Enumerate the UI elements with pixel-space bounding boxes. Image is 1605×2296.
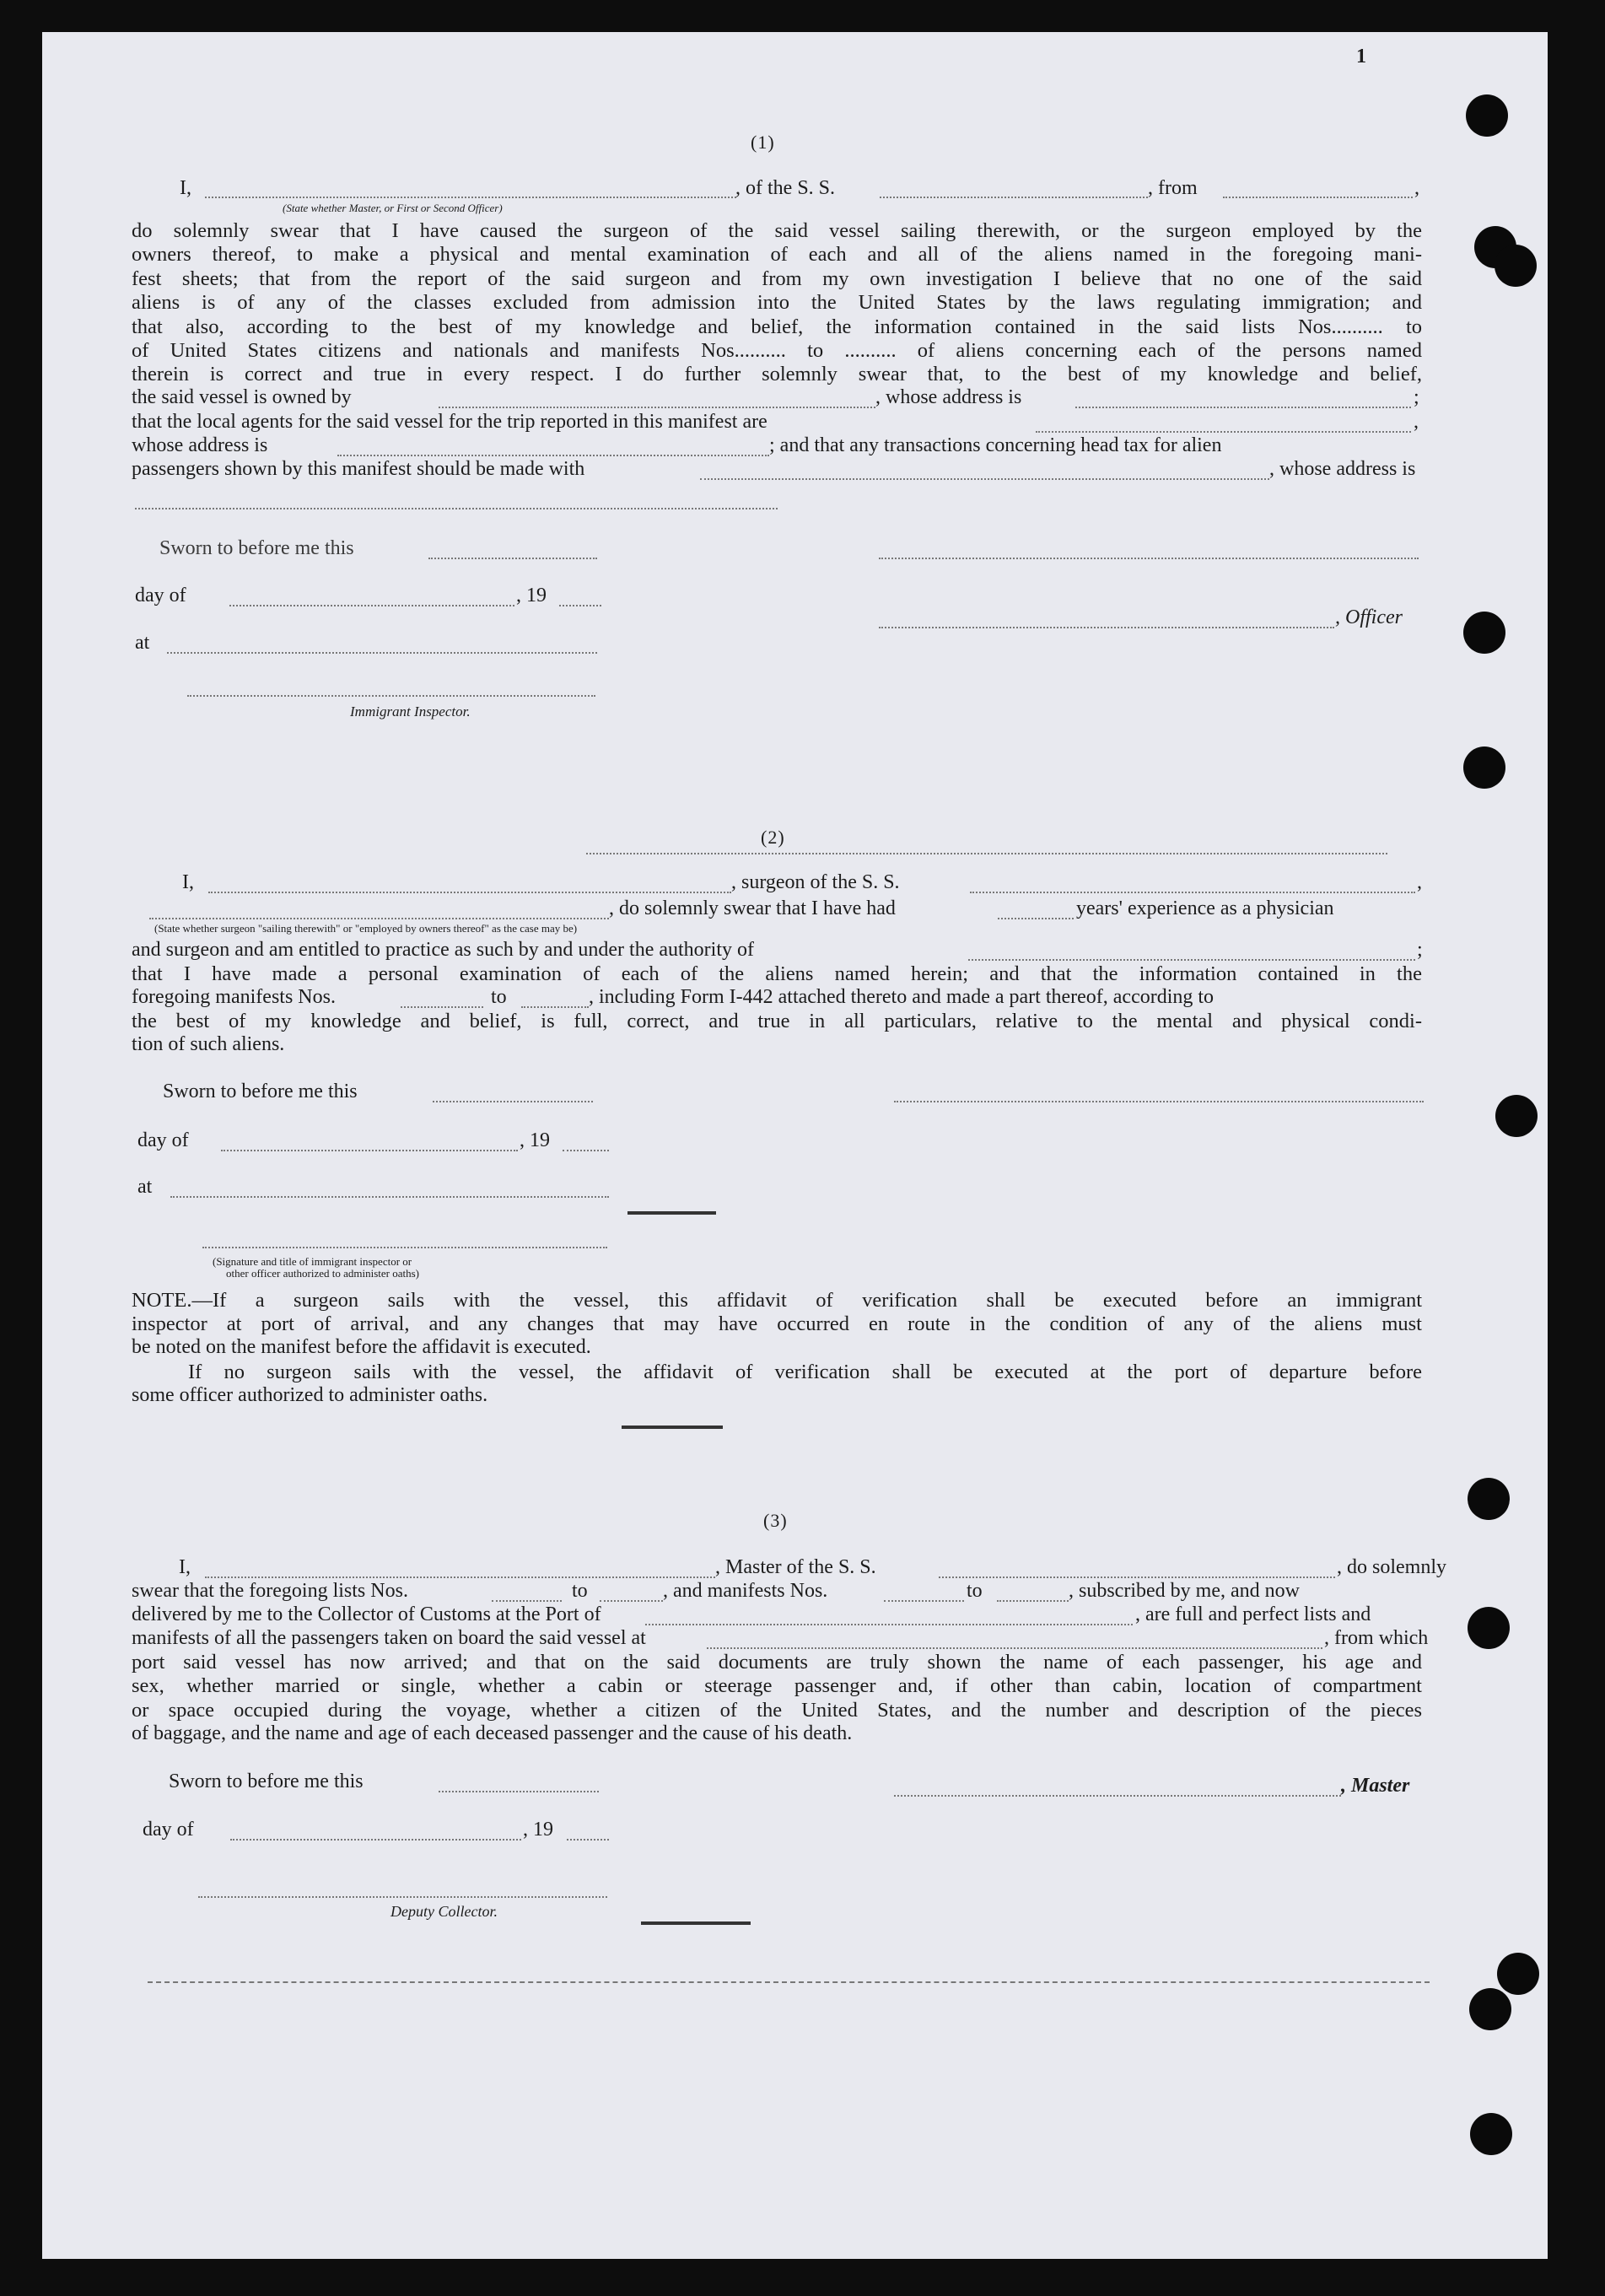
punch-hole [1497,1953,1539,1995]
s1-i-label: I, [180,177,191,199]
punch-hole [1466,94,1508,137]
s2-years-field[interactable] [998,918,1074,919]
s2-note-line-5: some officer authorized to administer oaths. [132,1384,488,1406]
s3-list-from-field[interactable] [492,1600,562,1602]
s1-head-tax-with-label: passengers shown by this manifest should be made with [132,458,585,480]
s2-years-label: years' experience as a physician [1076,897,1334,919]
s3-master-of-ss-label: , Master of the S. S. [715,1556,876,1578]
s2-month-field[interactable] [221,1150,518,1151]
s2-top-rule [586,853,1387,854]
s3-departure-port-field[interactable] [707,1647,1322,1649]
s3-manifests-label: , and manifests Nos. [663,1580,828,1602]
s3-master-signature-field[interactable] [894,1795,1341,1797]
s2-oath-line-2: that I have made a personal examination of each of the aliens named herein; and that the information contained in the [132,962,1422,985]
s3-from-which-label: , from which [1324,1627,1429,1649]
s2-sworn-label: Sworn to before me this [163,1081,358,1102]
s1-head-tax-address-field[interactable] [135,508,778,509]
s1-officer-rank-field[interactable] [205,197,736,198]
s1-from-port-field[interactable] [1223,197,1413,198]
s1-from-label: , from [1148,177,1198,199]
punch-hole [1495,245,1537,287]
s1-comma: , [1414,177,1419,199]
s1-rank-hint: (State whether Master, or First or Second Officer) [283,202,503,214]
s2-sailing-status-hint: (State whether surgeon "sailing therewith" or "employed by owners thereof" as the case may be) [154,922,578,935]
s3-oath-line-4: port said vessel has now arrived; and that on the said documents are truly shown the name of each passenger, his age and [132,1651,1422,1673]
s2-note-line-3: be noted on the manifest before the affidavit is executed. [132,1336,591,1358]
s1-at-label: at [135,632,150,654]
s3-board-label: manifests of all the passengers taken on board the said vessel at [132,1627,646,1649]
punch-hole [1463,612,1505,654]
s3-oath-line-5: sex, whether married or single, whether a cabin or steerage passenger and, if other than cabin, location of compartment [132,1674,1422,1697]
s1-year-field[interactable] [559,605,601,606]
s2-inspector-signature-field[interactable] [202,1247,607,1248]
s3-port-field[interactable] [645,1624,1133,1625]
s1-officer-signature-field[interactable] [879,627,1334,628]
section-1-heading: (1) [751,132,775,153]
s1-at-place-field[interactable] [167,652,597,654]
s2-at-place-field[interactable] [170,1196,609,1198]
s1-sworn-label: Sworn to before me this [159,537,354,559]
s1-agents-label: that the local agents for the said vessel for the trip reported in this manifest are [132,411,767,433]
s3-year-label: , 19 [523,1819,553,1841]
s1-head-tax-address-label: , whose address is [1269,458,1416,480]
s1-head-tax-label: ; and that any transactions concerning head tax for alien [769,434,1222,456]
s2-signature-field[interactable] [894,1101,1424,1102]
s2-sworn-day-field[interactable] [433,1101,593,1102]
s2-sailing-status-field[interactable] [149,918,609,919]
s3-to-label-2: to [967,1580,983,1602]
punch-hole [1463,746,1505,789]
s3-sworn-day-field[interactable] [439,1791,599,1792]
punch-hole [1468,1478,1510,1520]
s1-signature-line-1[interactable] [879,558,1419,559]
s2-signature-hint-1: (Signature and title of immigrant inspector or [213,1255,412,1268]
s2-year-field[interactable] [563,1150,609,1151]
punch-hole [1469,1988,1511,2030]
s1-oath-line-6: of United States citizens and nationals and manifests Nos.......... to .......... of aliens concerning each of the persons named [132,339,1422,362]
s1-inspector-signature-field[interactable] [187,695,595,697]
s3-master-label: , Master [1341,1775,1410,1797]
s1-oath-line-5: that also, according to the best of my knowledge and belief, the information contained in the said lists Nos.......... to [132,315,1422,338]
s2-note-line-2: inspector at port of arrival, and any changes that may have occurred en route in the condition of any of the aliens must [132,1312,1422,1335]
ink-mark [627,1211,716,1215]
s2-oath-line-4: the best of my knowledge and belief, is full, correct, and true in all particulars, relative to the mental and physical condi- [132,1010,1422,1032]
s3-vessel-name-field[interactable] [939,1576,1335,1578]
s1-agents-address-label: whose address is [132,434,268,456]
s2-note-line-4: If no surgeon sails with the vessel, the affidavit of verification shall be executed at the port of departure before [188,1361,1422,1383]
section-3-heading: (3) [763,1510,788,1531]
s1-comma-2: , [1414,411,1419,433]
s2-semicolon: ; [1417,939,1423,961]
s2-authority-field[interactable] [968,959,1415,961]
s1-of-ss-label: , of the S. S. [735,177,836,199]
ink-mark-2 [622,1426,723,1429]
s1-inspector-label: Immigrant Inspector. [350,703,471,720]
s1-owner-address-label: , whose address is [875,386,1022,408]
s2-signature-hint-2: other officer authorized to administer oaths) [226,1267,419,1280]
s2-surgeon-of-ss-label: , surgeon of the S. S. [731,871,900,893]
s1-semicolon: ; [1414,386,1419,408]
s2-at-label: at [137,1176,153,1198]
s1-year-label: , 19 [516,585,547,606]
form-page [42,32,1548,2259]
s1-month-field[interactable] [229,605,514,606]
s3-to-label-1: to [572,1580,588,1602]
s2-authority-label: and surgeon and am entitled to practice as such by and under the authority of [132,939,754,961]
s3-master-name-field[interactable] [205,1576,715,1578]
s1-agents-address-field[interactable] [337,455,769,456]
s1-oath-line-2: owners thereof, to make a physical and mental examination of each and all of the aliens named in the foregoing mani- [132,243,1422,266]
s1-vessel-name-field[interactable] [880,197,1148,198]
punch-hole [1495,1095,1538,1137]
s2-manifest-to-field[interactable] [521,1006,589,1008]
s3-deputy-label: Deputy Collector. [390,1903,498,1920]
s1-agents-field[interactable] [1036,431,1411,433]
s3-list-to-field[interactable] [600,1600,663,1602]
s2-i-label: I, [182,871,194,893]
s3-manifest-to-field[interactable] [997,1600,1069,1602]
s2-note-line-1: NOTE.—If a surgeon sails with the vessel, this affidavit of verification shall be executed before an immigrant [132,1289,1422,1312]
punch-hole [1470,2113,1512,2155]
s1-oath-line-4: aliens is of any of the classes excluded from admission into the United States by the laws regulating immigration; and [132,291,1422,314]
s2-form-label: , including Form I-442 attached thereto and made a part thereof, according to [589,986,1215,1008]
s3-year-field[interactable] [567,1839,609,1841]
s2-vessel-name-field[interactable] [970,892,1415,893]
s3-sworn-label: Sworn to before me this [169,1771,364,1792]
s2-to-label: to [491,986,507,1008]
s3-oath-line-7: of baggage, and the name and age of each deceased passenger and the cause of his death. [132,1722,853,1744]
s2-manifests-label: foregoing manifests Nos. [132,986,336,1008]
s3-deputy-signature-field[interactable] [198,1896,607,1898]
s1-oath-line-7: therein is correct and true in every respect. I do further solemnly swear that, to the best of my knowledge and belief, [132,363,1422,385]
s3-subscribed-label: , subscribed by me, and now [1069,1580,1300,1602]
s2-oath-line-5: tion of such aliens. [132,1033,285,1055]
s2-manifest-from-field[interactable] [401,1006,483,1008]
s3-solemnly-label: , do solemnly [1337,1556,1446,1578]
punch-hole [1468,1607,1510,1649]
s3-manifest-from-field[interactable] [884,1600,964,1602]
s3-oath-line-6: or space occupied during the voyage, whether a citizen of the United States, and the number and description of the pieces [132,1699,1422,1722]
s3-port-label: delivered by me to the Collector of Customs at the Port of [132,1603,601,1625]
s1-oath-line-3: fest sheets; that from the report of the said surgeon and from my own investigation I believe that no one of the said [132,267,1422,290]
section-2-heading: (2) [761,827,785,848]
s1-owner-field[interactable] [439,407,875,408]
s3-month-field[interactable] [230,1839,521,1841]
s1-day-of-label: day of [135,585,186,606]
s1-sworn-day-field[interactable] [428,558,597,559]
s1-officer-label: , Officer [1335,606,1403,628]
s3-day-of-label: day of [143,1819,194,1841]
bottom-rule [148,1981,1430,1983]
s2-comma: , [1417,871,1422,893]
s2-day-of-label: day of [137,1129,189,1151]
s2-swear-label: , do solemnly swear that I have had [609,897,896,919]
s1-head-tax-party-field[interactable] [700,478,1269,480]
s3-full-lists-label: , are full and perfect lists and [1135,1603,1371,1625]
s3-lists-label: swear that the foregoing lists Nos. [132,1580,408,1602]
s1-owned-by-label: the said vessel is owned by [132,386,352,408]
s1-oath-line-1: do solemnly swear that I have caused the surgeon of the said vessel sailing therewith, or the surgeon employed by the [132,219,1422,242]
ink-mark-3 [641,1921,751,1925]
page-number: 1 [1356,46,1366,67]
s2-surgeon-name-field[interactable] [208,892,731,893]
s2-year-label: , 19 [520,1129,550,1151]
s3-i-label: I, [179,1556,191,1578]
s1-owner-address-field[interactable] [1075,407,1411,408]
